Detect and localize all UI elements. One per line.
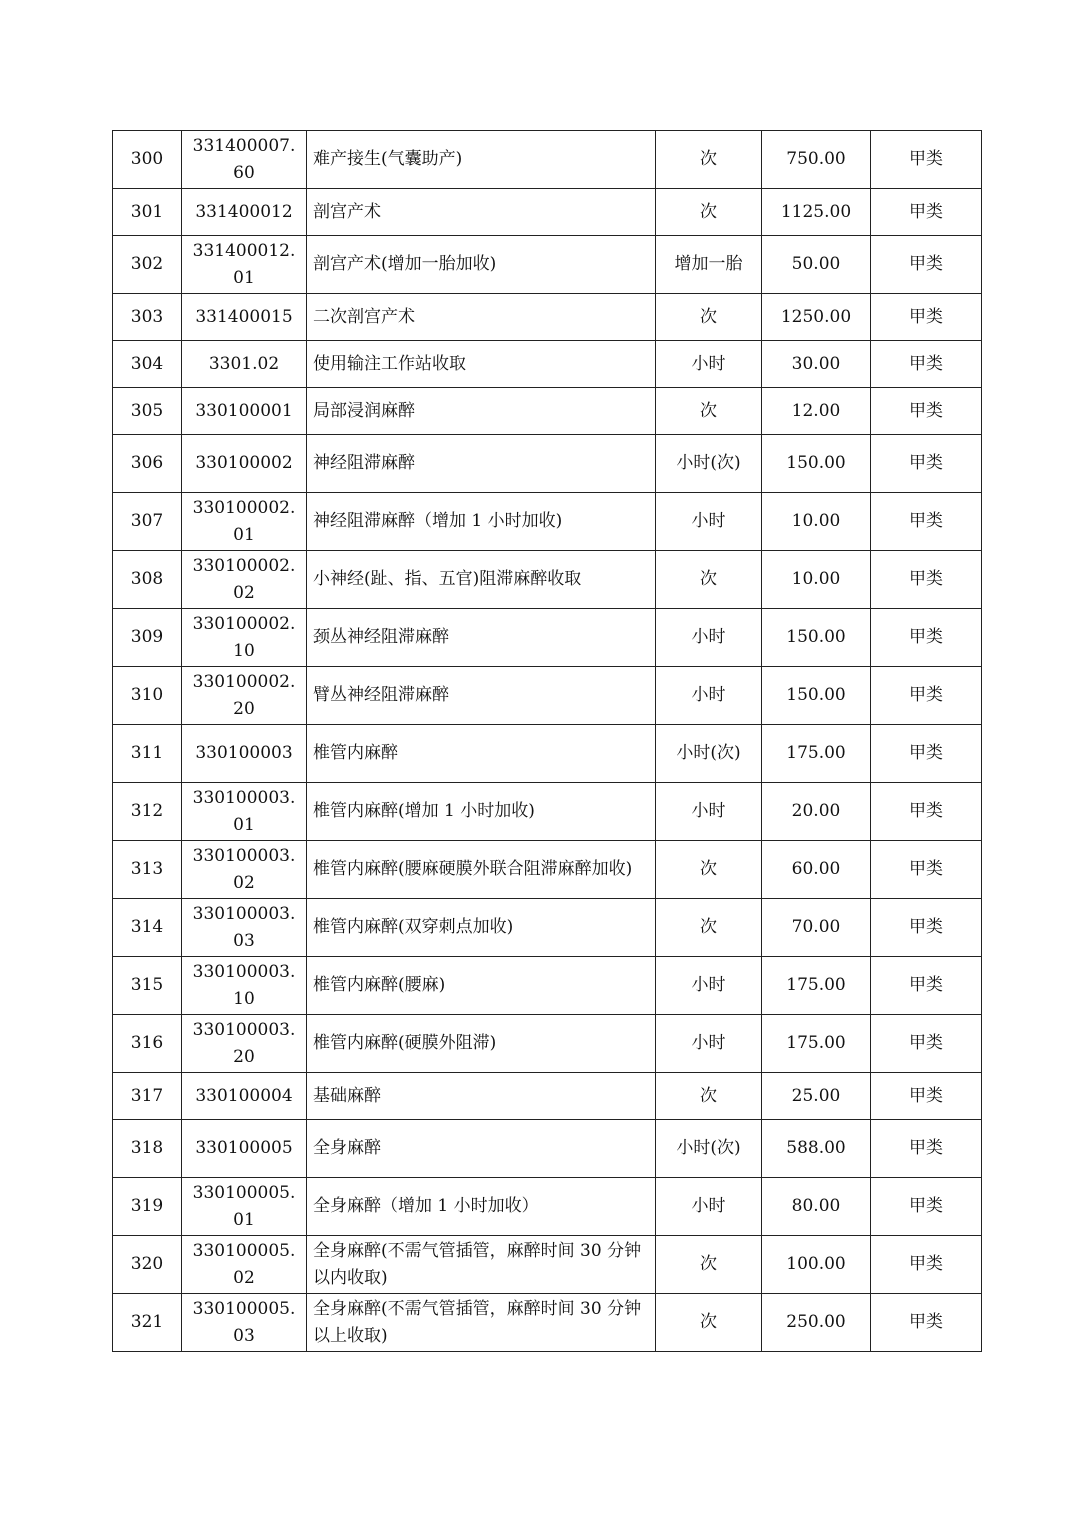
item-code-cell: 330100002 [182, 435, 307, 493]
table-row [113, 435, 982, 493]
table-row [113, 493, 982, 551]
row-number-cell: 316 [113, 1015, 182, 1073]
table-row [113, 783, 982, 841]
table-row [113, 1120, 982, 1178]
category-cell: 甲类 [871, 294, 982, 341]
item-name-cell: 椎管内麻醉(腰麻) [307, 957, 656, 1015]
item-code-cell: 330100005.01 [182, 1178, 307, 1236]
unit-cell: 小时 [656, 1178, 762, 1236]
price-cell: 20.00 [762, 783, 871, 841]
item-code-cell: 330100003.02 [182, 841, 307, 899]
table-row [113, 131, 982, 189]
category-cell: 甲类 [871, 609, 982, 667]
table-row [113, 1294, 982, 1352]
category-cell: 甲类 [871, 341, 982, 388]
category-cell: 甲类 [871, 1120, 982, 1178]
item-name-cell: 椎管内麻醉(增加 1 小时加收) [307, 783, 656, 841]
price-cell: 30.00 [762, 341, 871, 388]
category-cell: 甲类 [871, 1015, 982, 1073]
category-cell: 甲类 [871, 435, 982, 493]
unit-cell: 次 [656, 189, 762, 236]
price-cell: 10.00 [762, 493, 871, 551]
item-code-cell: 330100004 [182, 1073, 307, 1120]
item-code-cell: 330100003.20 [182, 1015, 307, 1073]
item-code-cell: 330100002.10 [182, 609, 307, 667]
unit-cell: 次 [656, 841, 762, 899]
table-row [113, 551, 982, 609]
unit-cell: 次 [656, 1294, 762, 1352]
item-code-cell: 330100002.20 [182, 667, 307, 725]
item-name-cell: 剖宫产术 [307, 189, 656, 236]
row-number-cell: 315 [113, 957, 182, 1015]
unit-cell: 小时 [656, 341, 762, 388]
table-row [113, 388, 982, 435]
category-cell: 甲类 [871, 551, 982, 609]
row-number-cell: 320 [113, 1236, 182, 1294]
item-name-cell: 椎管内麻醉(腰麻硬膜外联合阻滞麻醉加收) [307, 841, 656, 899]
item-name-cell: 全身麻醉(不需气管插管，麻醉时间 30 分钟以上收取) [307, 1294, 656, 1352]
table-row [113, 957, 982, 1015]
category-cell: 甲类 [871, 783, 982, 841]
unit-cell: 小时 [656, 609, 762, 667]
item-code-cell: 330100002.02 [182, 551, 307, 609]
row-number-cell: 300 [113, 131, 182, 189]
item-name-cell: 椎管内麻醉(双穿刺点加收) [307, 899, 656, 957]
row-number-cell: 310 [113, 667, 182, 725]
item-name-cell: 椎管内麻醉(硬膜外阻滞) [307, 1015, 656, 1073]
unit-cell: 小时(次) [656, 435, 762, 493]
price-cell: 175.00 [762, 725, 871, 783]
item-code-cell: 330100005.03 [182, 1294, 307, 1352]
item-name-cell: 局部浸润麻醉 [307, 388, 656, 435]
price-cell: 12.00 [762, 388, 871, 435]
unit-cell: 次 [656, 1236, 762, 1294]
item-name-cell: 全身麻醉 [307, 1120, 656, 1178]
table-row [113, 236, 982, 294]
category-cell: 甲类 [871, 667, 982, 725]
item-name-cell: 臂丛神经阻滞麻醉 [307, 667, 656, 725]
unit-cell: 小时 [656, 493, 762, 551]
price-cell: 150.00 [762, 609, 871, 667]
row-number-cell: 319 [113, 1178, 182, 1236]
unit-cell: 小时(次) [656, 725, 762, 783]
item-name-cell: 全身麻醉(不需气管插管，麻醉时间 30 分钟以内收取) [307, 1236, 656, 1294]
table-row [113, 667, 982, 725]
row-number-cell: 311 [113, 725, 182, 783]
category-cell: 甲类 [871, 388, 982, 435]
price-cell: 25.00 [762, 1073, 871, 1120]
row-number-cell: 314 [113, 899, 182, 957]
price-cell: 1125.00 [762, 189, 871, 236]
item-name-cell: 基础麻醉 [307, 1073, 656, 1120]
price-cell: 250.00 [762, 1294, 871, 1352]
table-row [113, 609, 982, 667]
table-row [113, 841, 982, 899]
item-code-cell: 330100003.03 [182, 899, 307, 957]
category-cell: 甲类 [871, 189, 982, 236]
item-code-cell: 331400007.60 [182, 131, 307, 189]
row-number-cell: 308 [113, 551, 182, 609]
unit-cell: 次 [656, 1073, 762, 1120]
table-row [113, 294, 982, 341]
unit-cell: 小时 [656, 783, 762, 841]
row-number-cell: 304 [113, 341, 182, 388]
item-name-cell: 椎管内麻醉 [307, 725, 656, 783]
item-code-cell: 330100003.01 [182, 783, 307, 841]
unit-cell: 次 [656, 388, 762, 435]
price-cell: 80.00 [762, 1178, 871, 1236]
price-cell: 175.00 [762, 1015, 871, 1073]
item-code-cell: 331400012 [182, 189, 307, 236]
row-number-cell: 306 [113, 435, 182, 493]
row-number-cell: 317 [113, 1073, 182, 1120]
price-cell: 175.00 [762, 957, 871, 1015]
row-number-cell: 307 [113, 493, 182, 551]
unit-cell: 增加一胎 [656, 236, 762, 294]
category-cell: 甲类 [871, 899, 982, 957]
item-code-cell: 331400012.01 [182, 236, 307, 294]
category-cell: 甲类 [871, 1236, 982, 1294]
row-number-cell: 318 [113, 1120, 182, 1178]
row-number-cell: 313 [113, 841, 182, 899]
category-cell: 甲类 [871, 841, 982, 899]
item-name-cell: 全身麻醉（增加 1 小时加收） [307, 1178, 656, 1236]
item-code-cell: 330100003 [182, 725, 307, 783]
category-cell: 甲类 [871, 493, 982, 551]
unit-cell: 次 [656, 131, 762, 189]
price-cell: 100.00 [762, 1236, 871, 1294]
table-row [113, 1073, 982, 1120]
price-cell: 750.00 [762, 131, 871, 189]
row-number-cell: 321 [113, 1294, 182, 1352]
price-cell: 1250.00 [762, 294, 871, 341]
table-row [113, 899, 982, 957]
price-cell: 588.00 [762, 1120, 871, 1178]
category-cell: 甲类 [871, 1294, 982, 1352]
category-cell: 甲类 [871, 1073, 982, 1120]
item-name-cell: 颈丛神经阻滞麻醉 [307, 609, 656, 667]
item-code-cell: 331400015 [182, 294, 307, 341]
table-row [113, 725, 982, 783]
table-row [113, 1178, 982, 1236]
item-code-cell: 330100003.10 [182, 957, 307, 1015]
price-cell: 150.00 [762, 435, 871, 493]
table-row [113, 189, 982, 236]
item-code-cell: 330100001 [182, 388, 307, 435]
item-name-cell: 小神经(趾、指、五官)阻滞麻醉收取 [307, 551, 656, 609]
price-cell: 60.00 [762, 841, 871, 899]
row-number-cell: 309 [113, 609, 182, 667]
price-cell: 10.00 [762, 551, 871, 609]
category-cell: 甲类 [871, 957, 982, 1015]
item-name-cell: 神经阻滞麻醉（增加 1 小时加收) [307, 493, 656, 551]
item-code-cell: 330100005 [182, 1120, 307, 1178]
item-name-cell: 剖宫产术(增加一胎加收) [307, 236, 656, 294]
unit-cell: 小时 [656, 667, 762, 725]
table-row [113, 341, 982, 388]
item-name-cell: 难产接生(气囊助产) [307, 131, 656, 189]
row-number-cell: 303 [113, 294, 182, 341]
item-name-cell: 使用输注工作站收取 [307, 341, 656, 388]
row-number-cell: 301 [113, 189, 182, 236]
fee-table-body [113, 131, 982, 1352]
unit-cell: 小时 [656, 957, 762, 1015]
unit-cell: 小时 [656, 1015, 762, 1073]
item-name-cell: 神经阻滞麻醉 [307, 435, 656, 493]
row-number-cell: 302 [113, 236, 182, 294]
row-number-cell: 312 [113, 783, 182, 841]
table-row [113, 1015, 982, 1073]
unit-cell: 次 [656, 551, 762, 609]
table-row [113, 1236, 982, 1294]
category-cell: 甲类 [871, 725, 982, 783]
item-code-cell: 330100005.02 [182, 1236, 307, 1294]
unit-cell: 次 [656, 899, 762, 957]
item-code-cell: 330100002.01 [182, 493, 307, 551]
category-cell: 甲类 [871, 1178, 982, 1236]
price-cell: 150.00 [762, 667, 871, 725]
price-cell: 50.00 [762, 236, 871, 294]
item-code-cell: 3301.02 [182, 341, 307, 388]
category-cell: 甲类 [871, 131, 982, 189]
price-cell: 70.00 [762, 899, 871, 957]
unit-cell: 小时(次) [656, 1120, 762, 1178]
row-number-cell: 305 [113, 388, 182, 435]
unit-cell: 次 [656, 294, 762, 341]
category-cell: 甲类 [871, 236, 982, 294]
fee-table [112, 130, 982, 1352]
item-name-cell: 二次剖宫产术 [307, 294, 656, 341]
